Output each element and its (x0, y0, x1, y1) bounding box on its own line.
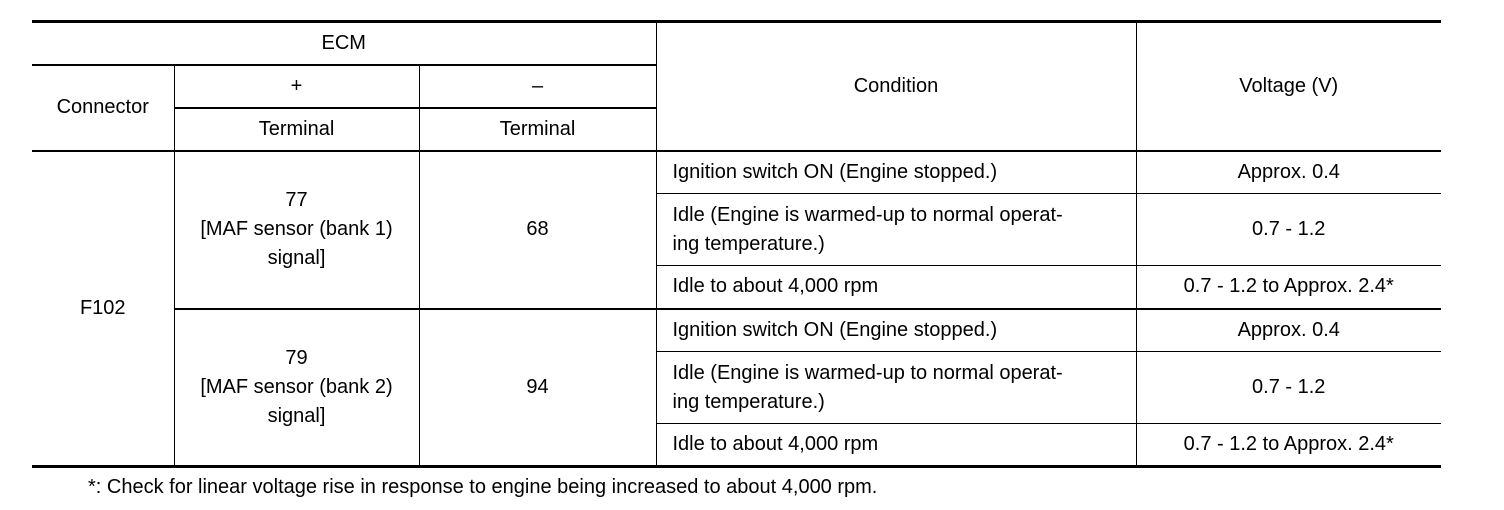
condition-cell: Idle to about 4,000 rpm (656, 424, 1136, 467)
voltage-cell: Approx. 0.4 (1136, 151, 1441, 194)
condition-cell (656, 194, 1136, 266)
table-row (32, 309, 1441, 352)
condition-cell: Idle to about 4,000 rpm (656, 266, 1136, 309)
condition-line: Idle (Engine is warmed-up to normal operat- (672, 361, 1063, 384)
ecm-header: ECM (32, 22, 656, 65)
condition-line: ing temperature.) (672, 232, 825, 255)
footnote: *: Check for linear voltage rise in response to engine being increased to about 4,000 rpm. (88, 476, 878, 498)
plus-terminal-desc: [MAF sensor (bank 2) (200, 375, 393, 398)
plus-terminal-number: 79 (285, 346, 308, 369)
connector-value: F102 (32, 151, 174, 467)
plus-terminal-desc: signal] (267, 247, 326, 269)
voltage-cell: 0.7 - 1.2 to Approx. 2.4* (1136, 266, 1441, 309)
condition-line: Idle (Engine is warmed-up to normal operat- (672, 203, 1063, 226)
minus-terminal-number: 68 (419, 151, 656, 309)
plus-header: + (174, 65, 419, 108)
condition-cell (656, 352, 1136, 424)
terminal-voltage-table (32, 20, 1441, 468)
plus-terminal-cell (174, 151, 419, 309)
table-row (32, 151, 1441, 194)
plus-terminal-desc: [MAF sensor (bank 1) (200, 218, 393, 240)
voltage-cell: 0.7 - 1.2 (1136, 194, 1441, 266)
condition-cell: Ignition switch ON (Engine stopped.) (656, 151, 1136, 194)
plus-terminal-number: 77 (285, 189, 308, 211)
condition-header: Condition (656, 22, 1136, 151)
condition-cell: Ignition switch ON (Engine stopped.) (656, 309, 1136, 352)
condition-line: ing temperature.) (672, 390, 825, 413)
minus-header: – (419, 65, 656, 108)
voltage-header: Voltage (V) (1136, 22, 1441, 151)
voltage-cell: 0.7 - 1.2 to Approx. 2.4* (1136, 424, 1441, 467)
minus-terminal-header: Terminal (419, 108, 656, 151)
plus-terminal-desc: signal] (267, 404, 326, 427)
voltage-cell: Approx. 0.4 (1136, 309, 1441, 352)
connector-header: Connector (32, 65, 174, 151)
plus-terminal-header: Terminal (174, 108, 419, 151)
voltage-cell: 0.7 - 1.2 (1136, 352, 1441, 424)
plus-terminal-cell (174, 309, 419, 467)
minus-terminal-number: 94 (419, 309, 656, 467)
